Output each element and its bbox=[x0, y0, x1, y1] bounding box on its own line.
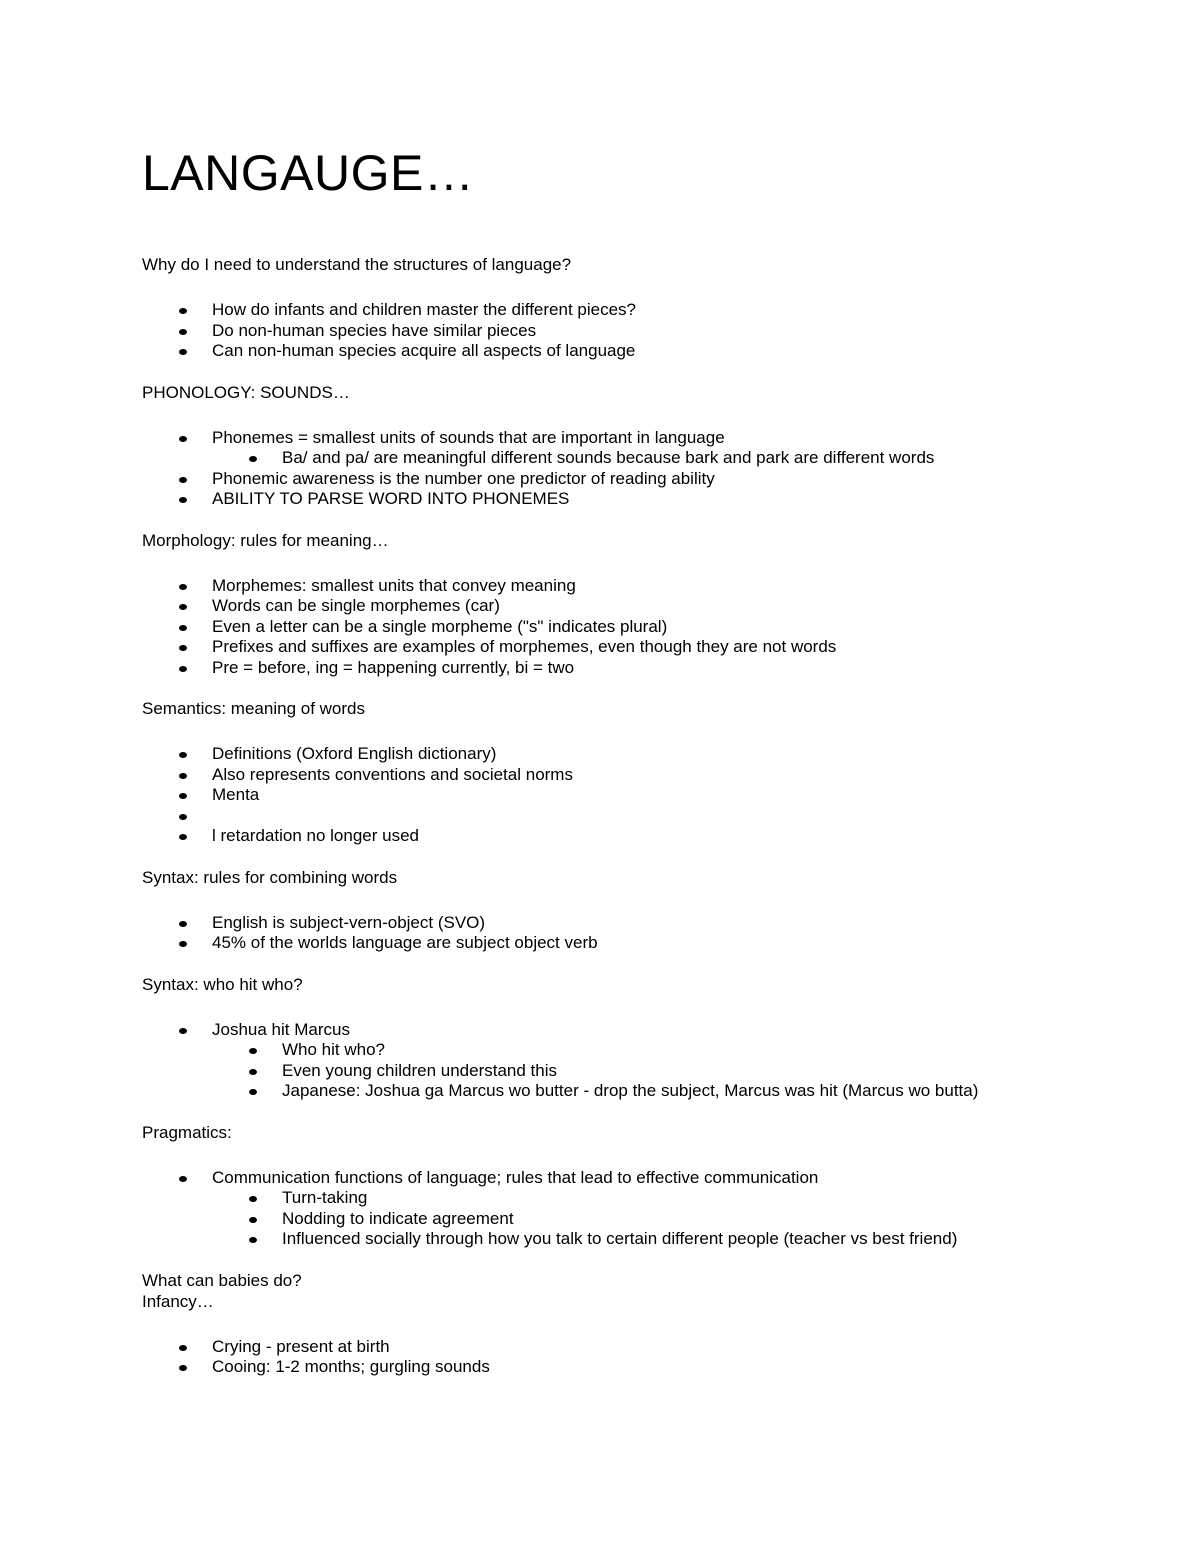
list-item: 45% of the worlds language are subject object verb bbox=[142, 933, 1142, 954]
list-item: Morphemes: smallest units that convey meaning bbox=[142, 576, 1142, 597]
bullet-icon bbox=[179, 834, 187, 840]
document-page bbox=[142, 140, 1142, 1398]
bullet-icon bbox=[179, 584, 187, 590]
bullet-icon bbox=[249, 1196, 257, 1202]
intro-list bbox=[142, 300, 1142, 362]
bullet-icon bbox=[179, 941, 187, 947]
bullet-icon bbox=[179, 814, 187, 820]
list-item: Phonemes = smallest units of sounds that are important in language Ba/ and pa/ are meaningful different sounds because bark and park are different words bbox=[142, 428, 1142, 469]
bullet-icon bbox=[179, 625, 187, 631]
intro-question: Why do I need to understand the structures of language? bbox=[142, 255, 572, 274]
sub-list-item: Ba/ and pa/ are meaningful different sounds because bark and park are different words bbox=[212, 448, 1142, 469]
bullet-icon bbox=[179, 349, 187, 355]
list-item: Even a letter can be a single morpheme ("s" indicates plural) bbox=[142, 617, 1142, 638]
bullet-icon bbox=[179, 666, 187, 672]
pragmatics-heading: Pragmatics: bbox=[142, 1122, 232, 1142]
bullet-icon bbox=[179, 1028, 187, 1034]
list-item: Communication functions of language; rules that lead to effective communication Turn-taking Nodding to indicate agreement Influenced socially through how you talk to certain different people (teacher vs best friend) bbox=[142, 1168, 1142, 1250]
list-item: Definitions (Oxford English dictionary) bbox=[142, 744, 1142, 765]
sub-list bbox=[212, 1040, 1142, 1102]
semantics-list bbox=[142, 744, 1142, 847]
bullet-icon bbox=[179, 477, 187, 483]
list-item: Cooing: 1-2 months; gurgling sounds bbox=[142, 1357, 1142, 1378]
bullet-icon bbox=[179, 645, 187, 651]
list-item: l retardation no longer used bbox=[142, 826, 1142, 847]
bullet-icon bbox=[179, 1176, 187, 1182]
pragmatics-list bbox=[142, 1168, 1142, 1250]
syntax-who-list bbox=[142, 1020, 1142, 1102]
document-title: LANGAUGE… bbox=[142, 145, 475, 201]
list-item: Menta bbox=[142, 785, 1142, 806]
syntax-rules-list bbox=[142, 913, 1142, 954]
list-item: How do infants and children master the different pieces? bbox=[142, 300, 1142, 321]
bullet-icon bbox=[179, 329, 187, 335]
sub-list bbox=[212, 448, 1142, 469]
sub-list-item: Even young children understand this bbox=[212, 1061, 1142, 1082]
bullet-icon bbox=[179, 604, 187, 610]
sub-list-item: Nodding to indicate agreement bbox=[212, 1209, 1142, 1230]
bullet-icon bbox=[179, 1345, 187, 1351]
semantics-heading: Semantics: meaning of words bbox=[142, 699, 365, 718]
bullet-icon bbox=[249, 1089, 257, 1095]
phonology-heading: PHONOLOGY: SOUNDS… bbox=[142, 382, 350, 402]
sub-list-item: Who hit who? bbox=[212, 1040, 1142, 1061]
bullet-icon bbox=[179, 436, 187, 442]
list-item: Words can be single morphemes (car) bbox=[142, 596, 1142, 617]
bullet-icon bbox=[179, 1365, 187, 1371]
bullet-icon bbox=[249, 1217, 257, 1223]
list-item: Do non-human species have similar pieces bbox=[142, 321, 1142, 342]
bullet-icon bbox=[249, 456, 257, 462]
bullet-icon bbox=[179, 793, 187, 799]
syntax-rules-heading: Syntax: rules for combining words bbox=[142, 867, 398, 887]
list-item: Can non-human species acquire all aspects of language bbox=[142, 341, 1142, 362]
list-item: Phonemic awareness is the number one predictor of reading ability bbox=[142, 469, 1142, 490]
list-item: English is subject-vern-object (SVO) bbox=[142, 913, 1142, 934]
sub-list-item: Influenced socially through how you talk to certain different people (teacher vs best friend) bbox=[212, 1229, 1142, 1250]
bullet-icon bbox=[179, 308, 187, 314]
list-item bbox=[142, 806, 1142, 827]
bullet-icon bbox=[249, 1069, 257, 1075]
list-item: Crying - present at birth bbox=[142, 1337, 1142, 1358]
list-item: Prefixes and suffixes are examples of morphemes, even though they are not words bbox=[142, 637, 1142, 658]
syntax-who-heading: Syntax: who hit who? bbox=[142, 974, 303, 994]
bullet-icon bbox=[179, 752, 187, 758]
sub-list bbox=[212, 1188, 1142, 1250]
list-item: ABILITY TO PARSE WORD INTO PHONEMES bbox=[142, 489, 1142, 510]
sub-list-item: Turn-taking bbox=[212, 1188, 1142, 1209]
babies-question: What can babies do? bbox=[142, 1270, 302, 1290]
morphology-list bbox=[142, 576, 1142, 679]
list-item: Also represents conventions and societal norms bbox=[142, 765, 1142, 786]
bullet-icon bbox=[249, 1048, 257, 1054]
infancy-list bbox=[142, 1337, 1142, 1378]
infancy-heading: Infancy… bbox=[142, 1291, 214, 1311]
bullet-icon bbox=[249, 1237, 257, 1243]
list-item: Joshua hit Marcus Who hit who? Even young children understand this Japanese: Joshua ga Marcus wo butter - drop the subject, Marcus was hit (Marcus wo butta) bbox=[142, 1020, 1142, 1102]
bullet-icon bbox=[179, 773, 187, 779]
morphology-heading: Morphology: rules for meaning… bbox=[142, 530, 389, 550]
sub-list-item: Japanese: Joshua ga Marcus wo butter - drop the subject, Marcus was hit (Marcus wo butta) bbox=[212, 1081, 1142, 1102]
list-item: Pre = before, ing = happening currently, bi = two bbox=[142, 658, 1142, 679]
bullet-icon bbox=[179, 921, 187, 927]
phonology-list bbox=[142, 428, 1142, 510]
bullet-icon bbox=[179, 497, 187, 503]
